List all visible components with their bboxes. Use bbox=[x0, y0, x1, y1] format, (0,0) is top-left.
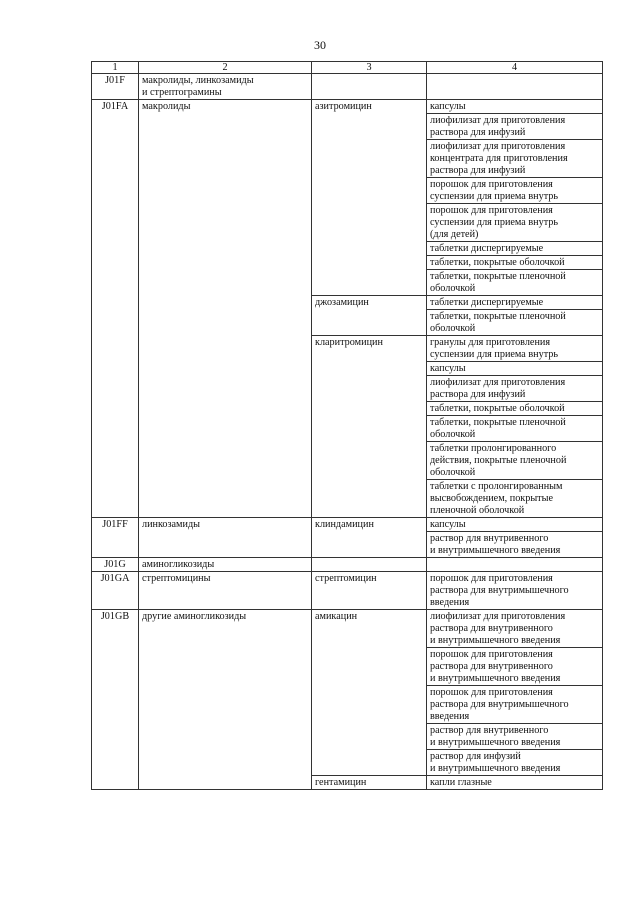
atc-code: J01G bbox=[92, 558, 139, 572]
table-row bbox=[92, 114, 603, 140]
table-row bbox=[92, 296, 603, 310]
table-row bbox=[92, 204, 603, 242]
dosage-form bbox=[427, 558, 603, 572]
dosage-form: раствор для внутривенного и внутримышечного введения bbox=[427, 532, 603, 558]
dosage-form: лиофилизат для приготовления раствора для инфузий bbox=[427, 114, 603, 140]
dosage-form: порошок для приготовления суспензии для приема внутрь (для детей) bbox=[427, 204, 603, 242]
table-row bbox=[92, 686, 603, 724]
table-row bbox=[92, 776, 603, 790]
table-row bbox=[92, 336, 603, 362]
table-row bbox=[92, 610, 603, 648]
atc-group: макролиды bbox=[139, 100, 312, 114]
substance-name: кларитромицин bbox=[312, 336, 427, 362]
table-row bbox=[92, 518, 603, 532]
table-row bbox=[92, 74, 603, 100]
table-row bbox=[92, 416, 603, 442]
table-row bbox=[92, 376, 603, 402]
dosage-form: порошок для приготовления раствора для внутримышечного введения bbox=[427, 572, 603, 610]
substance-name bbox=[312, 74, 427, 100]
table-row bbox=[92, 256, 603, 270]
substance-name bbox=[312, 558, 427, 572]
page-number: 30 bbox=[314, 38, 326, 52]
atc-group: макролиды, линкозамиды и стрептограмины bbox=[139, 74, 312, 100]
dosage-form: таблетки, покрытые оболочкой bbox=[427, 402, 603, 416]
atc-code: J01GA bbox=[92, 572, 139, 610]
atc-code: J01FA bbox=[92, 100, 139, 114]
table-row bbox=[92, 402, 603, 416]
table-row bbox=[92, 558, 603, 572]
table-row bbox=[92, 648, 603, 686]
dosage-form: порошок для приготовления суспензии для приема внутрь bbox=[427, 178, 603, 204]
dosage-form bbox=[427, 74, 603, 100]
dosage-form: порошок для приготовления раствора для внутримышечного введения bbox=[427, 686, 603, 724]
substance-name: джозамицин bbox=[312, 296, 427, 310]
dosage-form: порошок для приготовления раствора для внутривенного и внутримышечного введения bbox=[427, 648, 603, 686]
substance-name: стрептомицин bbox=[312, 572, 427, 610]
atc-group: аминогликозиды bbox=[139, 558, 312, 572]
substance-name: азитромицин bbox=[312, 100, 427, 114]
dosage-form: лиофилизат для приготовления раствора для инфузий bbox=[427, 376, 603, 402]
dosage-form: таблетки, покрытые пленочной оболочкой bbox=[427, 270, 603, 296]
table-row bbox=[92, 572, 603, 610]
dosage-form: раствор для инфузий и внутримышечного введения bbox=[427, 750, 603, 776]
dosage-form: капсулы bbox=[427, 518, 603, 532]
dosage-form: раствор для внутривенного и внутримышечного введения bbox=[427, 724, 603, 750]
dosage-form: таблетки, покрытые пленочной оболочкой bbox=[427, 416, 603, 442]
dosage-form: таблетки диспергируемые bbox=[427, 296, 603, 310]
drug-table bbox=[91, 61, 603, 790]
atc-group: другие аминогликозиды bbox=[139, 610, 312, 648]
column-header: 2 bbox=[139, 62, 312, 74]
substance-name: клиндамицин bbox=[312, 518, 427, 532]
table-header-row bbox=[92, 62, 603, 74]
table-row bbox=[92, 310, 603, 336]
table-row bbox=[92, 140, 603, 178]
dosage-form: капсулы bbox=[427, 362, 603, 376]
table-row bbox=[92, 242, 603, 256]
column-header: 3 bbox=[312, 62, 427, 74]
atc-code: J01GB bbox=[92, 610, 139, 648]
table-row bbox=[92, 362, 603, 376]
table-row bbox=[92, 270, 603, 296]
dosage-form: лиофилизат для приготовления раствора для внутривенного и внутримышечного введения bbox=[427, 610, 603, 648]
atc-group: линкозамиды bbox=[139, 518, 312, 532]
dosage-form: гранулы для приготовления суспензии для приема внутрь bbox=[427, 336, 603, 362]
table-row bbox=[92, 750, 603, 776]
table-row bbox=[92, 532, 603, 558]
table-row bbox=[92, 178, 603, 204]
dosage-form: таблетки с пролонгированным высвобождением, покрытые пленочной оболочкой bbox=[427, 480, 603, 518]
dosage-form: лиофилизат для приготовления концентрата для приготовления раствора для инфузий bbox=[427, 140, 603, 178]
table-row bbox=[92, 100, 603, 114]
dosage-form: капли глазные bbox=[427, 776, 603, 790]
table-row bbox=[92, 480, 603, 518]
dosage-form: таблетки пролонгированного действия, покрытые пленочной оболочкой bbox=[427, 442, 603, 480]
substance-name: амикацин bbox=[312, 610, 427, 648]
dosage-form: капсулы bbox=[427, 100, 603, 114]
table-row bbox=[92, 724, 603, 750]
atc-code: J01FF bbox=[92, 518, 139, 532]
atc-code: J01F bbox=[92, 74, 139, 100]
column-header: 1 bbox=[92, 62, 139, 74]
dosage-form: таблетки, покрытые пленочной оболочкой bbox=[427, 310, 603, 336]
substance-name: гентамицин bbox=[312, 776, 427, 790]
atc-group: стрептомицины bbox=[139, 572, 312, 610]
table-row bbox=[92, 442, 603, 480]
dosage-form: таблетки диспергируемые bbox=[427, 242, 603, 256]
column-header: 4 bbox=[427, 62, 603, 74]
dosage-form: таблетки, покрытые оболочкой bbox=[427, 256, 603, 270]
